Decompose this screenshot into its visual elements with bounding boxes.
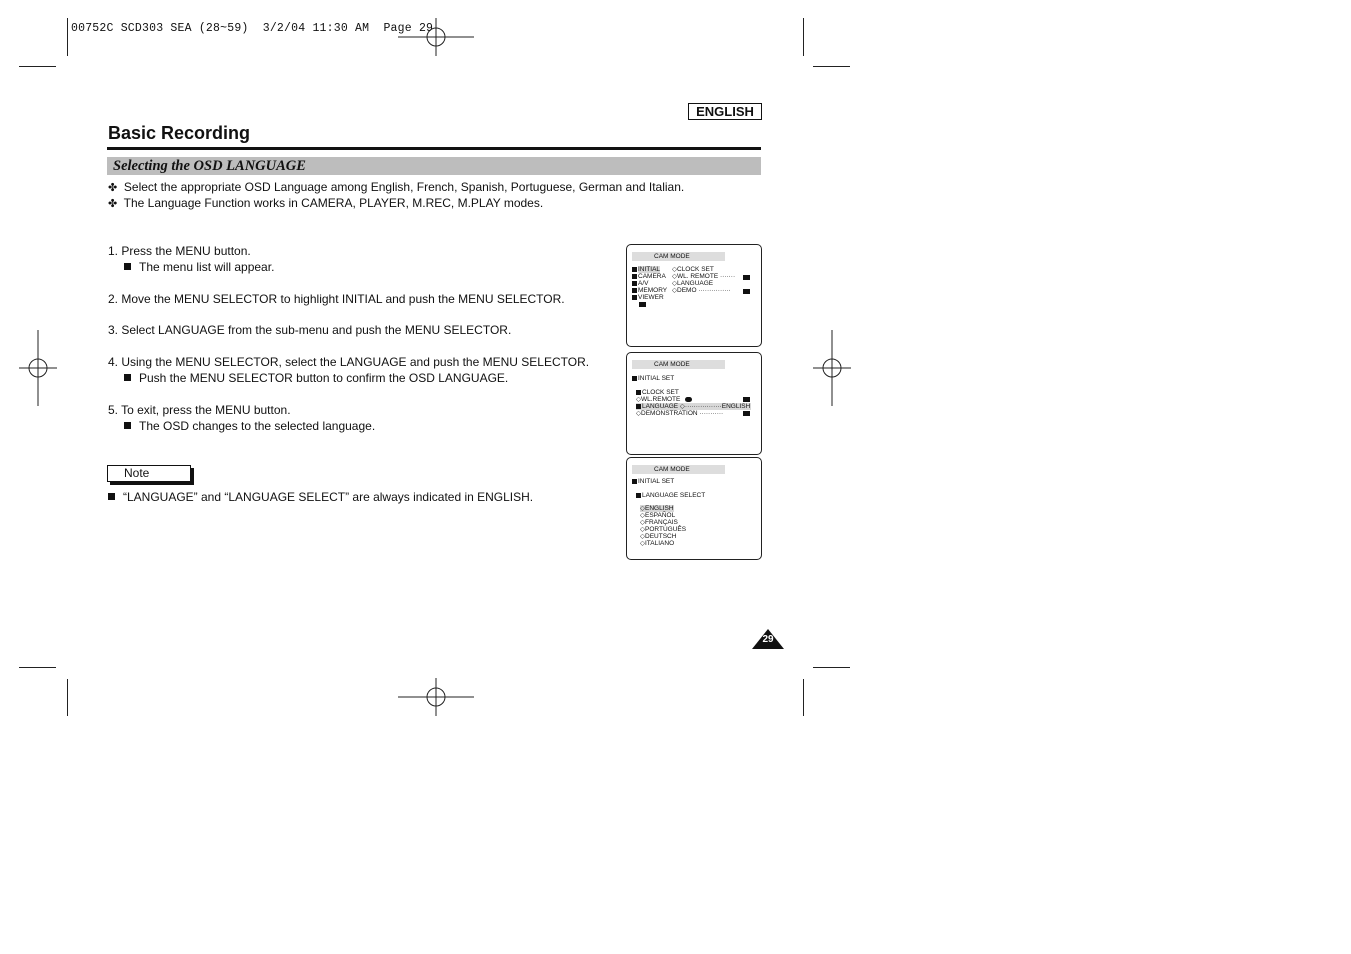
osd-submenu-item: ◇WL. REMOTE ······· bbox=[672, 273, 736, 280]
osd-submenu-item: ◇LANGUAGE bbox=[672, 280, 714, 287]
osd-language-option: ◇PORTUGUÊS bbox=[640, 526, 687, 533]
cross-bullet-icon: ✤ bbox=[108, 182, 118, 194]
osd-submenu-item: ◇CLOCK SET bbox=[672, 266, 714, 273]
print-header: 00752C SCD303 SEA (28~59) 3/2/04 11:30 AM Page 29 bbox=[71, 22, 434, 35]
setting-icon bbox=[743, 275, 750, 280]
osd-menu-item: INITIAL bbox=[632, 266, 660, 273]
menu-icon bbox=[636, 404, 641, 409]
menu-icon bbox=[632, 376, 637, 381]
setting-icon bbox=[743, 397, 750, 402]
osd-mode-label: CAM MODE bbox=[632, 360, 725, 369]
menu-icon bbox=[632, 267, 637, 272]
osd-mode-label: CAM MODE bbox=[632, 252, 725, 261]
registration-mark bbox=[813, 330, 851, 406]
menu-icon bbox=[632, 479, 637, 484]
setting-icon bbox=[743, 411, 750, 416]
osd-subheader: LANGUAGE SELECT bbox=[636, 492, 705, 499]
osd-header: INITIAL SET bbox=[632, 375, 674, 382]
crop-mark bbox=[803, 679, 804, 716]
osd-menu-item: CAMERA bbox=[632, 273, 666, 280]
note-label: Note bbox=[107, 465, 191, 482]
crop-mark bbox=[813, 667, 850, 668]
remote-icon bbox=[685, 397, 692, 402]
osd-screen-language-select bbox=[626, 457, 762, 560]
osd-menu-item: CLOCK SET bbox=[636, 389, 679, 396]
step: 3. Select LANGUAGE from the sub-menu and push the MENU SELECTOR. bbox=[108, 323, 512, 337]
osd-mode-label: CAM MODE bbox=[632, 465, 725, 474]
menu-icon bbox=[636, 493, 641, 498]
section-title: Selecting the OSD LANGUAGE bbox=[113, 158, 306, 174]
square-bullet-icon bbox=[124, 422, 131, 429]
square-bullet-icon bbox=[108, 493, 115, 500]
menu-icon bbox=[632, 288, 637, 293]
menu-icon bbox=[632, 274, 637, 279]
registration-mark bbox=[398, 678, 474, 716]
menu-icon bbox=[632, 295, 637, 300]
osd-language-option-selected: ◇ENGLISH bbox=[640, 505, 674, 512]
step-sub: Push the MENU SELECTOR button to confirm the OSD LANGUAGE. bbox=[124, 371, 508, 386]
osd-menu-item: VIEWER bbox=[632, 294, 664, 301]
step: 2. Move the MENU SELECTOR to highlight INITIAL and push the MENU SELECTOR. bbox=[108, 292, 565, 306]
crop-mark bbox=[803, 18, 804, 56]
menu-icon bbox=[632, 281, 637, 286]
step-sub: The menu list will appear. bbox=[124, 260, 274, 275]
step: 4. Using the MENU SELECTOR, select the LANGUAGE and push the MENU SELECTOR. bbox=[108, 355, 590, 369]
osd-language-option: ◇ITALIANO bbox=[640, 540, 675, 547]
registration-mark bbox=[19, 330, 57, 406]
osd-submenu-item: ◇DEMO ··············· bbox=[672, 287, 731, 294]
language-badge: ENGLISH bbox=[688, 103, 762, 120]
page-number: 29 bbox=[762, 634, 774, 645]
page-title: Basic Recording bbox=[108, 123, 251, 143]
menu-icon bbox=[636, 390, 641, 395]
osd-language-option: ◇DEUTSCH bbox=[640, 533, 677, 540]
crop-mark bbox=[813, 66, 850, 67]
intro-bullet bbox=[108, 196, 543, 212]
note-text-row bbox=[108, 490, 533, 505]
note-text: “LANGUAGE” and “LANGUAGE SELECT” are always indicated in ENGLISH. bbox=[123, 490, 534, 504]
step: 5. To exit, press the MENU button. bbox=[108, 403, 291, 417]
step: 1. Press the MENU button. bbox=[108, 244, 251, 258]
osd-menu-item: ◇DEMONSTRATION ··········· bbox=[636, 410, 724, 417]
section-header bbox=[107, 157, 761, 175]
return-icon bbox=[639, 302, 646, 307]
title-rule bbox=[107, 147, 761, 150]
cross-bullet-icon: ✤ bbox=[108, 198, 118, 210]
crop-mark bbox=[67, 18, 68, 56]
intro-bullet bbox=[108, 180, 684, 196]
crop-mark bbox=[19, 667, 56, 668]
intro-bullet-text: The Language Function works in CAMERA, PLAYER, M.REC, M.PLAY modes. bbox=[123, 196, 544, 210]
square-bullet-icon bbox=[124, 374, 131, 381]
osd-language-option: ◇FRANÇAIS bbox=[640, 519, 678, 526]
osd-menu-item: MEMORY bbox=[632, 287, 667, 294]
crop-mark bbox=[19, 66, 56, 67]
osd-menu-item: A/V bbox=[632, 280, 648, 287]
crop-mark bbox=[67, 679, 68, 716]
osd-menu-item-selected: LANGUAGE ◇·················ENGLISH bbox=[636, 403, 751, 410]
step-sub: The OSD changes to the selected language. bbox=[124, 419, 375, 434]
setting-icon bbox=[743, 289, 750, 294]
osd-header: INITIAL SET bbox=[632, 478, 674, 485]
osd-menu-item: ◇WL.REMOTE bbox=[636, 396, 681, 403]
square-bullet-icon bbox=[124, 263, 131, 270]
osd-screen-initial-set bbox=[626, 352, 762, 455]
osd-language-option: ◇ESPAÑOL bbox=[640, 512, 676, 519]
osd-screen-menu bbox=[626, 244, 762, 347]
intro-bullet-text: Select the appropriate OSD Language among English, French, Spanish, Portuguese, German and Italian. bbox=[123, 180, 685, 194]
